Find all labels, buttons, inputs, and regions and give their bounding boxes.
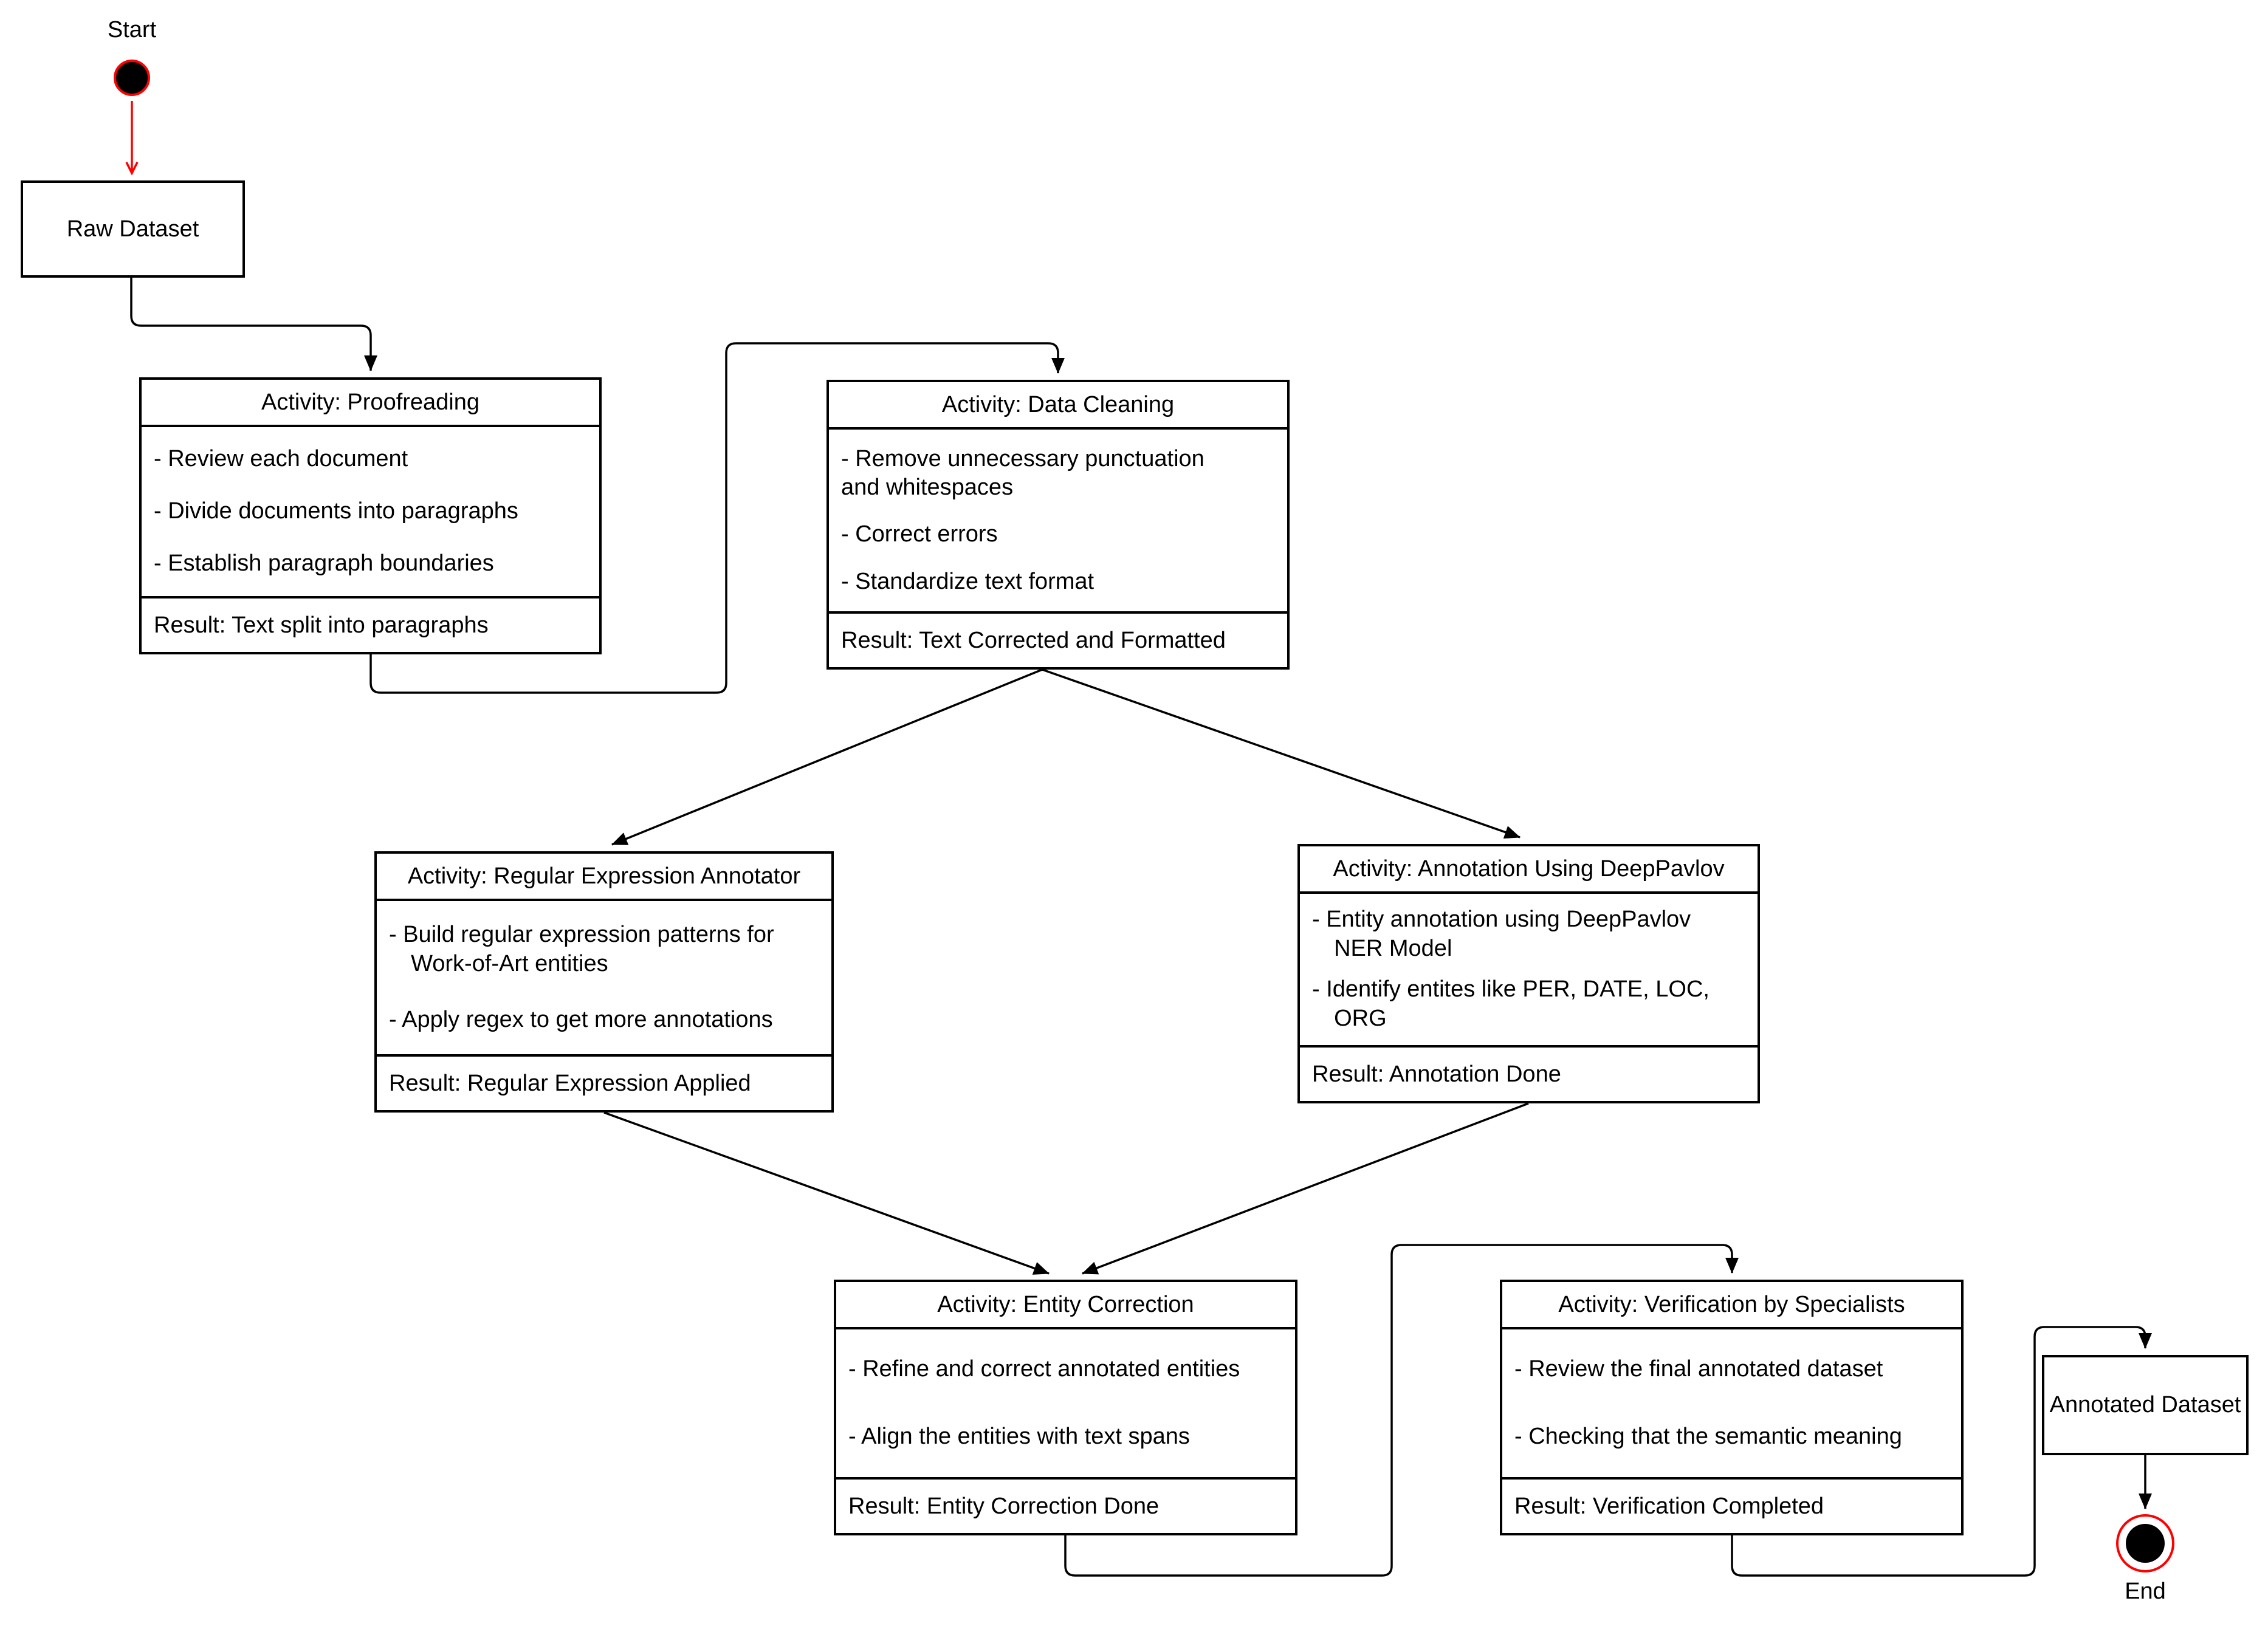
list-item: - Refine and correct annotated entities (848, 1356, 1240, 1382)
list-item: - Establish paragraph boundaries (154, 550, 494, 577)
node-proofreading (139, 377, 602, 654)
node-verification (1500, 1280, 1964, 1535)
regex-annotator-result: Result: Regular Expression Applied (377, 1054, 831, 1110)
list-item: - Standardize text format (841, 568, 1094, 594)
node-raw-dataset (21, 180, 245, 278)
list-item: - Checking that the semantic meaning (1514, 1424, 1902, 1450)
list-item: - Review each document (154, 446, 408, 472)
entity-correction-result: Result: Entity Correction Done (836, 1477, 1295, 1533)
data-cleaning-title: Activity: Data Cleaning (829, 382, 1287, 430)
start-node-icon (114, 60, 150, 96)
entity-correction-items (836, 1329, 1295, 1477)
end-node-icon (2116, 1514, 2174, 1572)
proofreading-title: Activity: Proofreading (142, 380, 599, 427)
node-data-cleaning (826, 380, 1290, 670)
node-annotated-dataset (2042, 1355, 2249, 1455)
node-entity-correction (834, 1280, 1297, 1535)
list-item: - Entity annotation using DeepPavlov NER Model (1312, 907, 1691, 962)
deeppavlov-items (1300, 894, 1758, 1045)
edge-raw-dataset-to-proofreading (131, 278, 371, 371)
data-cleaning-result: Result: Text Corrected and Formatted (829, 611, 1287, 667)
list-item: - Align the entities with text spans (848, 1424, 1190, 1450)
list-item: - Divide documents into paragraphs (154, 498, 518, 524)
annotated-dataset-label: Annotated Dataset (2049, 1392, 2241, 1418)
edge-data-cleaning-to-deeppavlov (1042, 670, 1520, 837)
edge-deeppavlov-to-entity-correction (1082, 1103, 1528, 1274)
list-item: - Identify entites like PER, DATE, LOC, ORG (1312, 976, 1710, 1031)
regex-annotator-title: Activity: Regular Expression Annotator (377, 854, 831, 901)
start-label: Start (107, 17, 157, 43)
list-item: - Apply regex to get more annotations (389, 1007, 773, 1033)
list-item: - Build regular expression patterns for Work-of-Art entities (389, 922, 774, 976)
edge-data-cleaning-to-regex-annotator (612, 670, 1042, 845)
proofreading-items (142, 427, 599, 596)
verification-title: Activity: Verification by Specialists (1502, 1282, 1961, 1329)
edge-regex-annotator-to-entity-correction (604, 1113, 1049, 1274)
verification-items (1502, 1329, 1961, 1477)
end-label: End (2125, 1579, 2166, 1604)
verification-result: Result: Verification Completed (1502, 1477, 1961, 1533)
data-cleaning-items (829, 430, 1287, 611)
node-deeppavlov (1297, 844, 1760, 1103)
regex-annotator-items (377, 901, 831, 1054)
raw-dataset-label: Raw Dataset (66, 216, 199, 242)
list-item: - Remove unnecessary punctuation and whitespaces (841, 445, 1204, 501)
deeppavlov-result: Result: Annotation Done (1300, 1045, 1758, 1101)
entity-correction-title: Activity: Entity Correction (836, 1282, 1295, 1329)
list-item: - Review the final annotated dataset (1514, 1356, 1883, 1382)
end-node-dot (2126, 1524, 2165, 1563)
list-item: - Correct errors (841, 521, 998, 547)
deeppavlov-title: Activity: Annotation Using DeepPavlov (1300, 846, 1758, 894)
proofreading-result: Result: Text split into paragraphs (142, 596, 599, 652)
node-regex-annotator (374, 851, 834, 1113)
